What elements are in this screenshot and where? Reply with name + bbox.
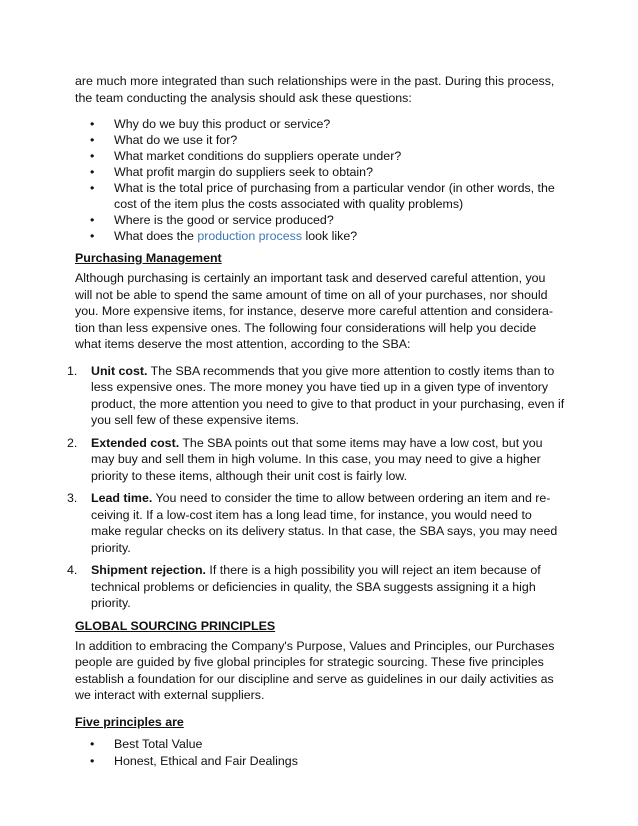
considerations-list (67, 363, 565, 612)
list-item: 4. Shipment rejection. If there is a high possibility you will reject an item because of technical problems or deficiencies in quality, the SBA suggests assigning it a high priority. (67, 563, 541, 610)
bullet-icon: • (90, 165, 95, 179)
five-principles-heading: Five principles are (75, 714, 184, 729)
global-sourcing-heading: GLOBAL SOURCING PRINCIPLES (75, 618, 276, 633)
purchasing-paragraph: Although purchasing is certainly an important task and deserved careful attention, you will not be able to spend the same amount of time on all of your purchases, nor should you. More expensive items, for instance, deserve more careful attention and considera-tion than less expensive ones. The following four considerations will help you decide what items deserve the most attention, according to the SBA: (75, 271, 553, 351)
intro-paragraph: are much more integrated than such relationships were in the past. During this process, the team conducting the analysis should ask these questions: (75, 74, 555, 105)
production-process-link[interactable]: production process (197, 229, 303, 243)
principles-list (75, 736, 565, 770)
list-item: • Why do we buy this product or service? (90, 117, 331, 131)
list-item: 3. Lead time. You need to consider the time to allow between ordering an item and re-ceiving it. If a low-cost item has a long lead time, for instance, you would need to make regular checks on its delivery status. In that case, the SBA says, you may need priority. (67, 491, 558, 555)
list-item: • What do we use it for? (90, 133, 238, 147)
list-item: • Honest, Ethical and Fair Dealings (90, 753, 298, 768)
bullet-icon: • (90, 753, 95, 768)
list-item: • Best Total Value (90, 736, 203, 751)
bullet-icon: • (90, 181, 95, 195)
page-content (67, 73, 565, 770)
bullet-icon: • (90, 229, 95, 243)
list-item: • What is the total price of purchasing from a particular vendor (in other words, the cost of the item plus the costs associated with quality problems) (90, 181, 555, 211)
bullet-icon: • (90, 133, 95, 147)
questions-list (75, 116, 565, 244)
list-item: • Where is the good or service produced? (90, 213, 334, 227)
bullet-icon: • (90, 117, 95, 131)
bullet-icon: • (90, 213, 95, 227)
purchasing-heading: Purchasing Management (75, 251, 222, 265)
list-item: • What market conditions do suppliers operate under? (90, 149, 402, 163)
bullet-icon: • (90, 149, 95, 163)
bullet-icon: • (90, 736, 95, 751)
global-sourcing-paragraph: In addition to embracing the Company's Purpose, Values and Principles, our Purchases people are guided by five global principles for strategic sourcing. These five principles establish a foundation for our discipline and serve as guidelines in our daily activities as we interact with external suppliers. (75, 638, 555, 702)
list-item: • What profit margin do suppliers seek to obtain? (90, 165, 373, 179)
list-item: 1. Unit cost. The SBA recommends that you give more attention to costly items than to less expensive ones. The more money you have tied up in a given type of inventory product, the more attention you need to give to that product in your purchasing, even if you sell few of these expensive items. (67, 363, 565, 427)
list-item: 2. Extended cost. The SBA points out that some items may have a low cost, but you may buy and sell them in high volume. In this case, you may need to give a higher priority to these items, although their unit cost is fairly low. (67, 435, 543, 483)
list-item: • What does the production process look like? (90, 229, 358, 243)
